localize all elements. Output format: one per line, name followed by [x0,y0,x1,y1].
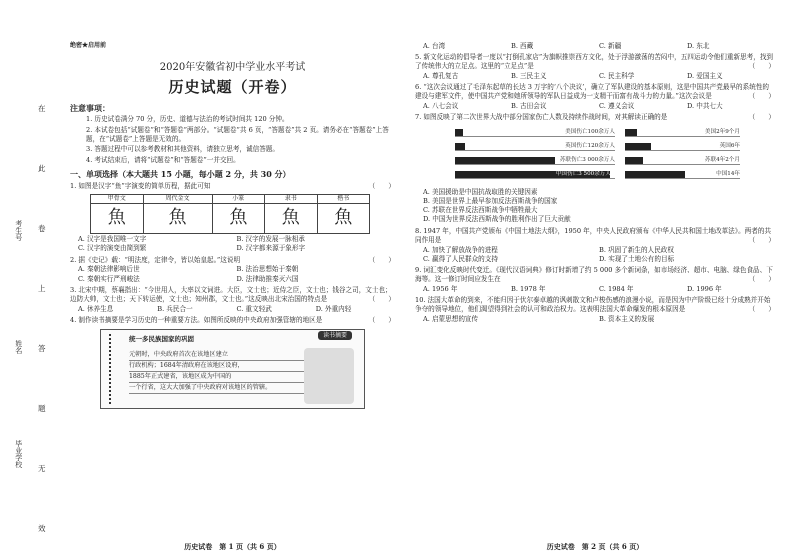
option: B. 资本主义的发展 [599,314,655,323]
question-stem: 10. 法国大革命的到来，不能归因于伏尔泰卓越的讽刺散文和卢梭伤感的浪漫小说，而是因为中产阶级已经十分成熟并开始争夺的领导地位，他们渴望得到社会的认可和政治权力。这表明法国大革命爆发的根本原因是 [415,295,771,313]
duration-row [625,142,740,151]
option: C. 苏联在世界反法西斯战争中牺牲最大 [423,205,538,214]
part1-heading: 一、单项选择（本大题共 15 小题，每小题 2 分，共 30 分） [70,169,291,180]
note-item: 1. 历史试卷满分 70 分，历史、道德与法治的考试时间共 120 分钟。 [86,114,289,123]
ww2-casualty-figure [415,126,775,186]
question-10 [415,296,775,314]
casualty-row [455,170,615,179]
option: C. 新疆 [599,42,622,50]
answer-paren: （ ） [748,62,775,71]
option: A. 1956 年 [423,284,458,293]
answer-paren: （ ） [368,294,395,303]
options [415,42,775,50]
option: B. 汉字的发展一脉相承 [236,235,305,244]
answer-paren: （ ） [368,315,395,324]
exam-title: 2020年安徽省初中学业水平考试 [159,61,306,73]
question-stem: 2. 据《史记》载：“明法度，定律令，皆以始皇起。”这说明 [70,255,241,264]
option: B. 三民主义 [511,72,547,81]
casualty-row [455,142,615,151]
page-footer: 历史试卷 第 2 页（共 6 页） [546,542,644,552]
question-stem: 4. 制作读书摘要是学习历史的一种重要方法。如图所反映的中央政府加强管辖的地区是 [70,315,323,324]
option: A. 汉字是我国唯一文字 [78,235,147,244]
glyph-regular: 魚 [317,204,369,234]
option: D. 1996 年 [687,284,722,293]
card-line: 行政机构；1684年清政府在该地区设府， [129,361,309,372]
card-line: 一个行省，这大大加强了中央政府对该地区的管辖。 [129,383,309,394]
question-5 [415,53,775,71]
option: B. 美国是世界上最早参加反法西斯战争的国家 [423,197,558,206]
duration-label: 美国2年9个月 [704,129,740,136]
question-stem: 3. 北宋中期，蔡襄指出：“今世用人，大率以文词进。大臣，文士也；近侍之臣，文士也；钱谷之司，文士也；边防大帅，文士也；天下转运使，文士也；知州郡，文士也。”这反映出北宋治国的特点是 [70,285,392,303]
answer-paren: （ ） [748,92,775,101]
answer-paren: （ ） [748,113,775,122]
option: D. 外重内轻 [315,304,352,313]
casualty-bar [455,143,465,150]
character-evolution-table [90,194,370,234]
answer-paren: （ ） [748,274,775,283]
option: C. 赢得了人民群众的支持 [423,254,498,263]
duration-label: 英国6年 [719,143,740,150]
page-2 [415,42,775,552]
option: D. 中共七大 [687,102,723,111]
seal-char: 答 [38,344,46,353]
option: D. 汉字都来源于象形字 [236,244,306,253]
option: B. 巩固了新生的人民政权 [599,245,674,254]
options [415,188,775,224]
card-line: 1885年正式建省，该地区成为中国的 [129,372,309,383]
option: C. 民主科学 [599,72,635,81]
glyph-bronze: 魚 [143,204,212,234]
question-8 [415,227,775,245]
options [415,246,775,263]
question-3 [70,286,395,304]
option: D. 爱国主义 [687,72,723,81]
seal-char: 无 [38,464,46,473]
card-badge: 读书摘要 [318,331,352,341]
options [415,315,775,323]
note-item: 2. 本试卷包括“试题卷”和“答题卷”两部分。“试题卷”共 6 页，“答题卷”共 2 页。请务必在“答题卷”上答题，在“试题卷”上答题是无效的。 [86,125,389,143]
reader-illustration [304,348,354,404]
option: B. 1978 年 [511,284,546,293]
duration-row [625,128,740,137]
seal-char: 在 [38,104,46,113]
question-stem: 8. 1947 年，中国共产党颁布《中国土地法大纲》，1950 年，中央人民政府颁布《中华人民共和国土地改革法》。两者的共同作用是 [415,226,772,244]
options [70,235,395,252]
question-2 [70,256,395,265]
duration-row [625,156,740,165]
field-exam-number: 考生号 [14,220,23,241]
casualty-label: 英国伤亡120余万人 [565,143,615,150]
duration-bar [625,171,685,178]
card-body [129,350,309,394]
question-stem: 9. 词汇变化反映时代变迁。《现代汉语词典》修订时新增了约 5 000 多个新词条，如市场经济、超市、电脑、绿色食品、下海等。这一修订时间应发生在 [415,265,773,283]
options [415,72,775,80]
option: A. 尊孔复古 [423,72,459,81]
options [70,265,395,282]
casualty-bar [455,157,555,164]
page-1 [70,42,395,552]
option: C. 遵义会议 [599,102,635,111]
question-7 [415,113,775,122]
card-line: 元朝时，中央政府首次在该地区建立 [129,350,309,361]
option: C. 秦朝实行严刑峻法 [78,274,140,283]
casualty-row [455,156,615,165]
options [415,285,775,293]
casualty-label: 中国伤亡3 500余万人 [555,171,611,178]
duration-label: 苏联4年2个月 [704,157,740,164]
question-4 [70,316,395,325]
option: A. 八七会议 [423,102,459,111]
option: A. 启蒙思想的宣传 [423,314,479,323]
answer-paren: （ ） [368,182,395,191]
option: C. 1984 年 [599,284,634,293]
option: A. 休养生息 [78,304,114,313]
casualty-label: 苏联伤亡3 000余万人 [559,157,615,164]
question-9 [415,266,775,284]
glyph-seal: 魚 [212,204,264,234]
question-1 [70,182,395,191]
option: B. 法治思想始于秦朝 [236,265,299,274]
seal-char: 题 [38,404,46,413]
casualty-bar [455,129,463,136]
option: A. 秦朝法律影响后世 [78,265,140,274]
table-header: 甲骨文 [91,195,144,204]
option: B. 兵民合一 [157,304,193,313]
option: D. 中国为世界反法西斯战争的胜利作出了巨大贡献 [423,214,571,223]
duration-label: 中国14年 [716,171,740,178]
field-name: 姓名 [14,340,23,354]
field-school: 毕业学校 [14,440,23,468]
seal-char: 此 [38,164,46,173]
option: C. 汉字的演变由简到繁 [78,244,147,253]
options [415,102,775,110]
option: A. 加快了解放战争的进程 [423,245,498,254]
table-header: 小篆 [212,195,264,204]
duration-bar [625,129,637,136]
option: C. 重文轻武 [236,304,272,313]
table-header: 隶书 [265,195,317,204]
glyph-clerical: 魚 [265,204,317,234]
glyph-oracle: 魚 [91,204,144,234]
note-item: 4. 考试结束后，请将“试题卷”和“答题卷”一并交回。 [86,156,240,165]
card-title: 统一多民族国家的巩固 [129,334,194,343]
duration-bar [625,143,651,150]
note-item: 3. 答题过程中可以参考教材和其他资料，请独立思考，诚信答题。 [86,145,280,154]
option: D. 实现了土地公有的目标 [599,254,675,263]
subject-title: 历史试题（开卷） [168,78,297,96]
secret-label: 绝密★启用前 [70,42,107,49]
question-6 [415,83,775,101]
page-footer: 历史试卷 第 1 页（共 6 页） [184,542,281,552]
question-stem: 6. “这次会议通过了毛泽东起草的长达 3 万字的‘八个决议’，确立了军队建设的基本原则，这是中国共产党最早的系统性的建设与建军文件，使中国共产党和她所领导的军队日益成为一支精干而富有战斗力的力量。”这次会议是 [415,83,770,101]
casualty-label: 美国伤亡100余万人 [565,129,615,136]
answer-paren: （ ） [368,255,395,264]
question-stem: 5. 新文化运动的倡导者一度以“打倒孔家店”为旗帜推崇西方文化，处于浮游激荡的苦闷中，五四运动令他们重新思考，找到了传统伟大的立足点。这里的“立足点”是 [415,53,774,71]
option: D. 法律助推秦灭六国 [236,274,299,283]
answer-paren: （ ） [748,235,775,244]
answer-paren: （ ） [748,304,775,313]
duration-row [625,170,740,179]
seal-char: 效 [38,524,46,533]
casualty-row [455,128,615,137]
question-stem: 7. 如图反映了第二次世界大战中部分国家伤亡人数及持续作战时间，对其解读正确的是 [415,113,668,122]
seal-char: 上 [38,284,46,293]
table-header: 楷书 [317,195,369,204]
notebook-rings [109,334,113,404]
option: B. 西藏 [511,42,534,50]
reading-summary-card [100,329,365,409]
options [70,305,395,313]
table-header: 周代金文 [143,195,212,204]
question-stem: 1. 如图是汉字“鱼”字演变的简单历程，据此可知 [70,182,211,191]
duration-bar [625,157,643,164]
notes-heading: 注意事项： [70,102,110,113]
option: A. 台湾 [423,42,446,50]
option: D. 东北 [687,42,710,50]
option: B. 古田会议 [511,102,547,111]
option: A. 美国援助是中国抗战取胜的关键因素 [423,188,538,197]
seal-char: 卷 [38,224,46,233]
